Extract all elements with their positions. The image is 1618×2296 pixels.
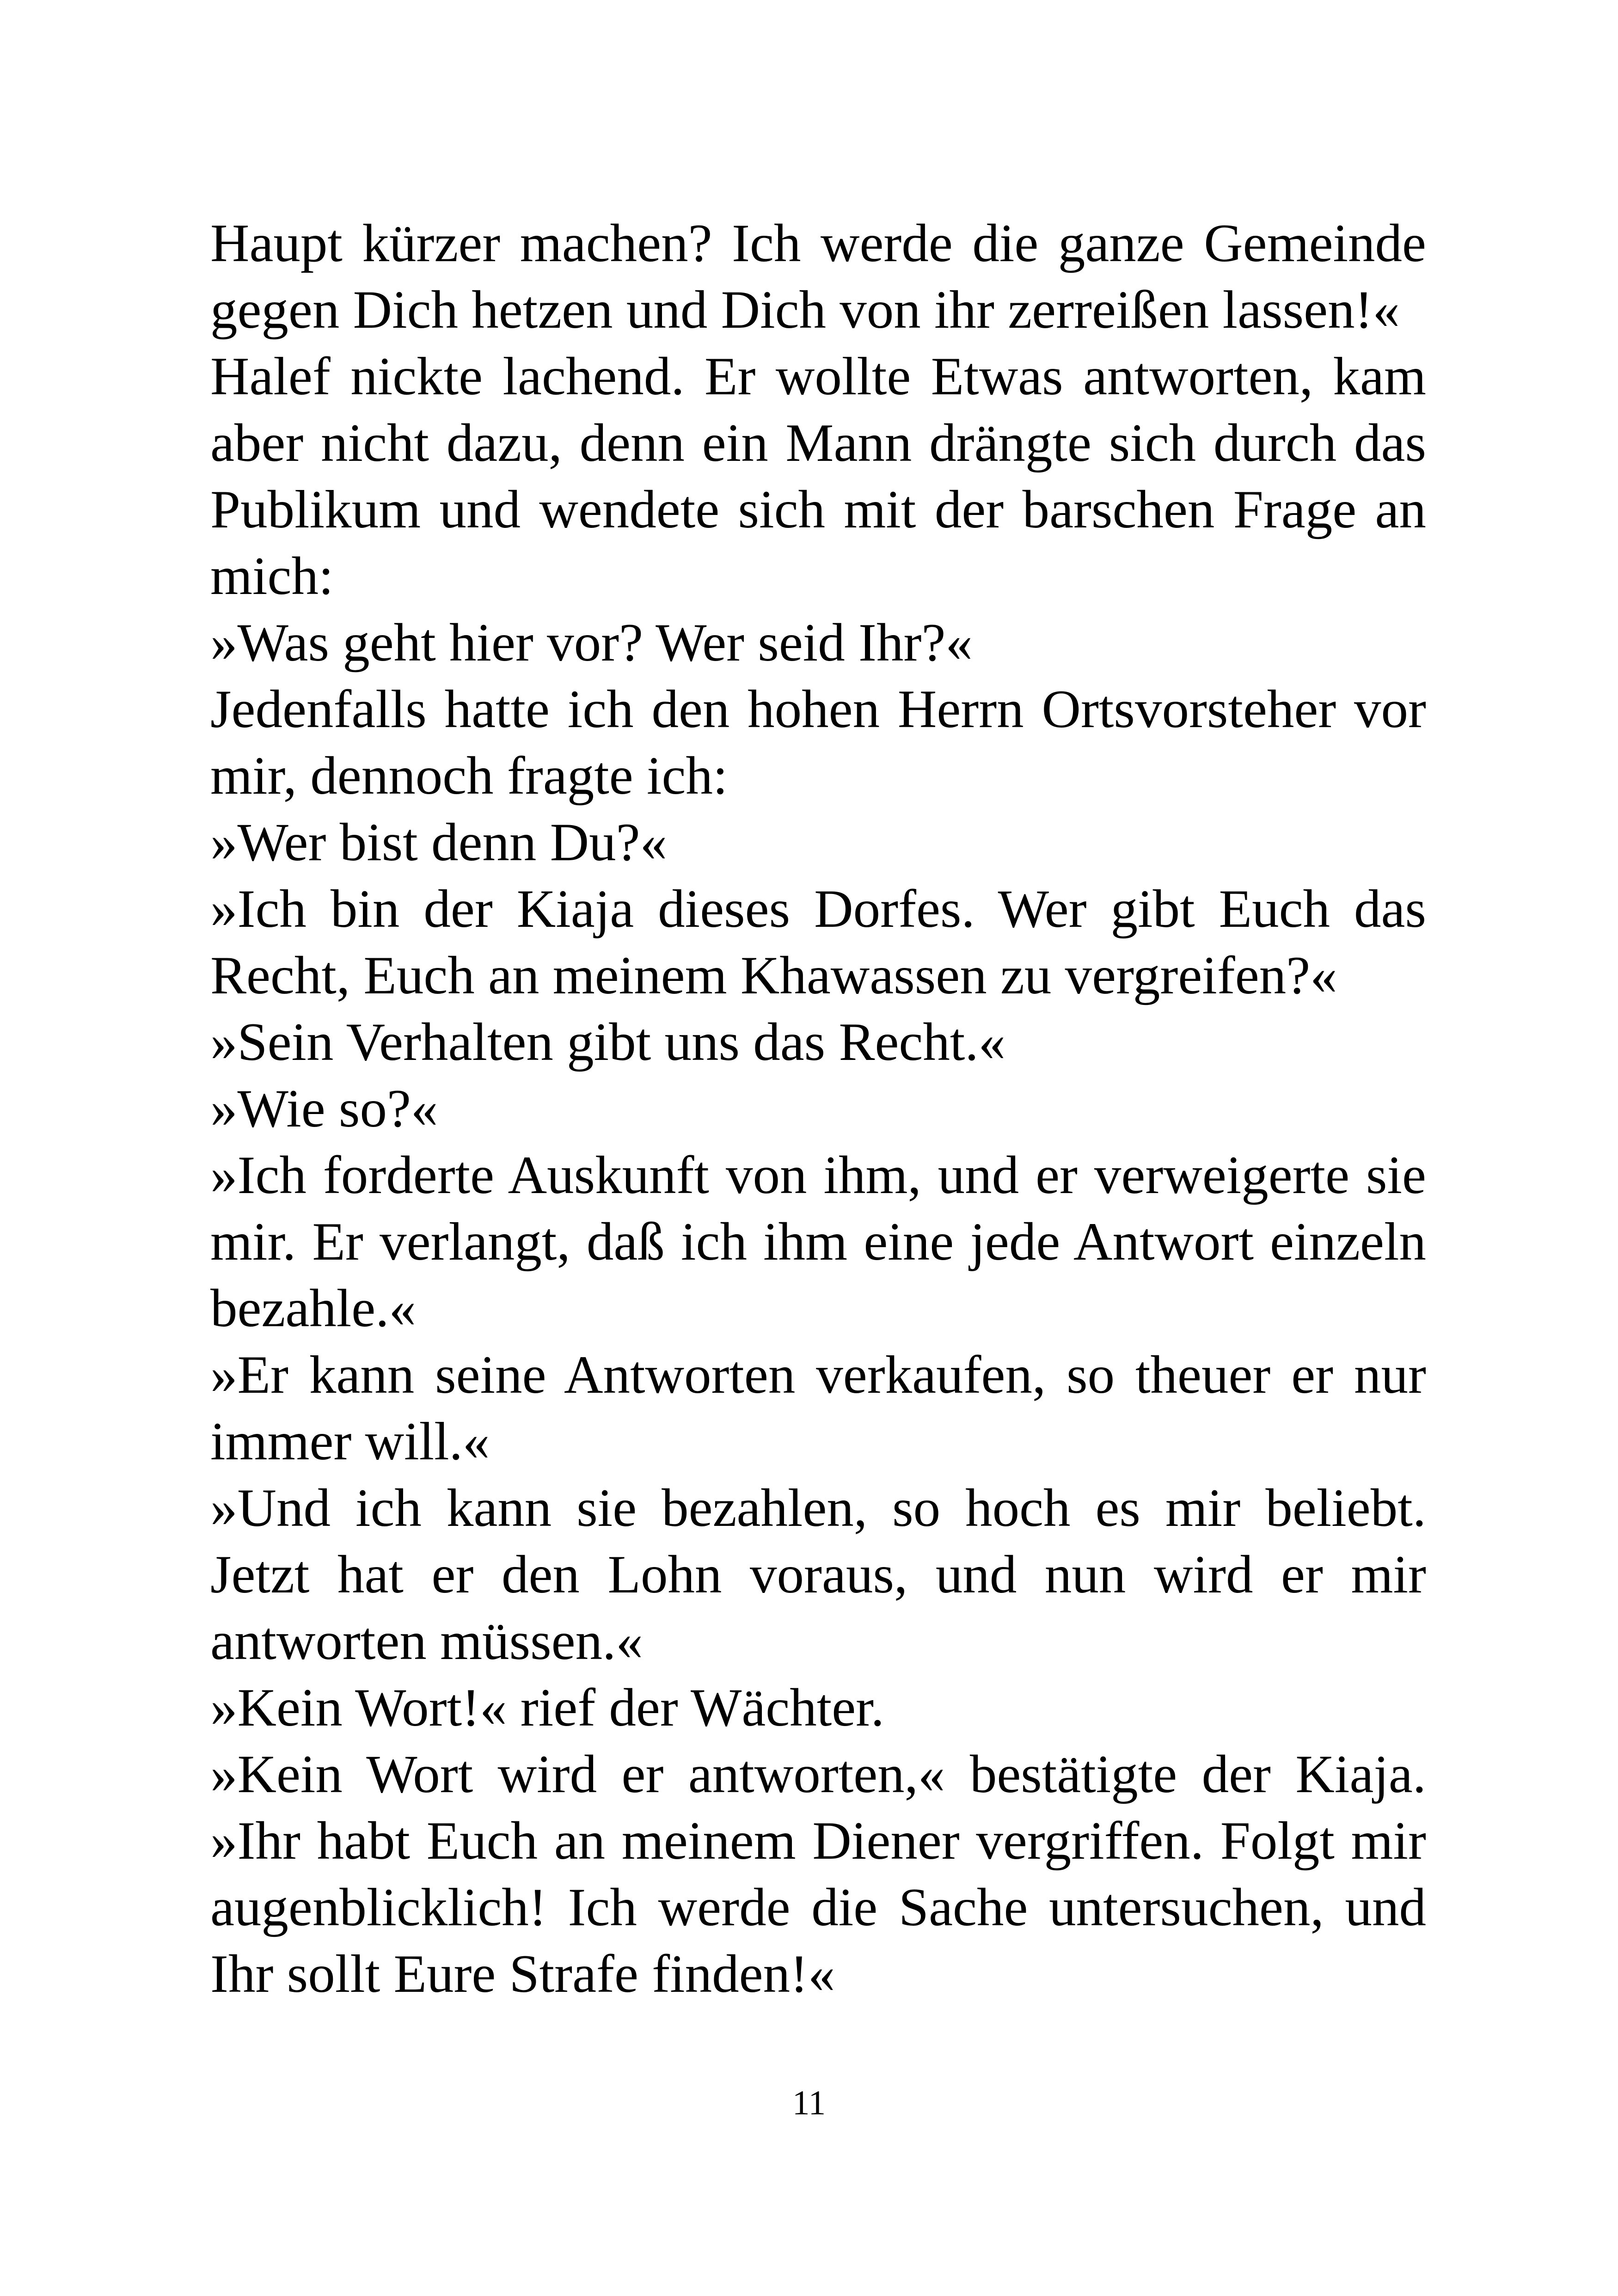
paragraph: »Was geht hier vor? Wer seid Ihr?«	[210, 613, 973, 673]
page-number: 11	[792, 2084, 826, 2122]
paragraph: »Wer bist denn Du?«	[210, 813, 668, 872]
paragraph: »Kein Wort!« rief der Wächter.	[210, 1678, 884, 1738]
paragraph: »Ich bin der Kiaja dieses Dorfes. Wer gibt Euch das Recht, Euch an meinem Khawassen zu vergreifen?«	[210, 879, 1426, 1005]
paragraph: »Kein Wort wird er antworten,« bestätigte der Kiaja. »Ihr habt Euch an meinem Diener vergriffen. Folgt mir augenblicklich! Ich werde die Sache untersuchen, und Ihr sollt Eure Strafe finden!«	[210, 1745, 1426, 2004]
paragraph: »Sein Verhalten gibt uns das Recht.«	[210, 1012, 1006, 1072]
paragraph: Halef nickte lachend. Er wollte Etwas antworten, kam aber nicht dazu, denn ein Mann drängte sich durch das Publikum und wendete sich mit der barschen Frage an mich:	[210, 347, 1426, 606]
paragraph: »Und ich kann sie bezahlen, so hoch es mir beliebt. Jetzt hat er den Lohn voraus, und nun wird er mir antworten müssen.«	[210, 1478, 1426, 1671]
paragraph: Jedenfalls hatte ich den hohen Herrn Ortsvorsteher vor mir, dennoch fragte ich:	[210, 680, 1426, 806]
body-text	[210, 210, 1426, 2008]
paragraph: »Ich forderte Auskunft von ihm, und er verweigerte sie mir. Er verlangt, daß ich ihm eine jede Antwort einzeln bezahle.«	[210, 1145, 1426, 1338]
paragraph: »Er kann seine Antworten verkaufen, so theuer er nur immer will.«	[210, 1345, 1426, 1471]
paragraph: »Wie so?«	[210, 1079, 438, 1139]
paragraph: Haupt kürzer machen? Ich werde die ganze Gemeinde gegen Dich hetzen und Dich von ihr zerreißen lassen!«	[210, 214, 1426, 340]
